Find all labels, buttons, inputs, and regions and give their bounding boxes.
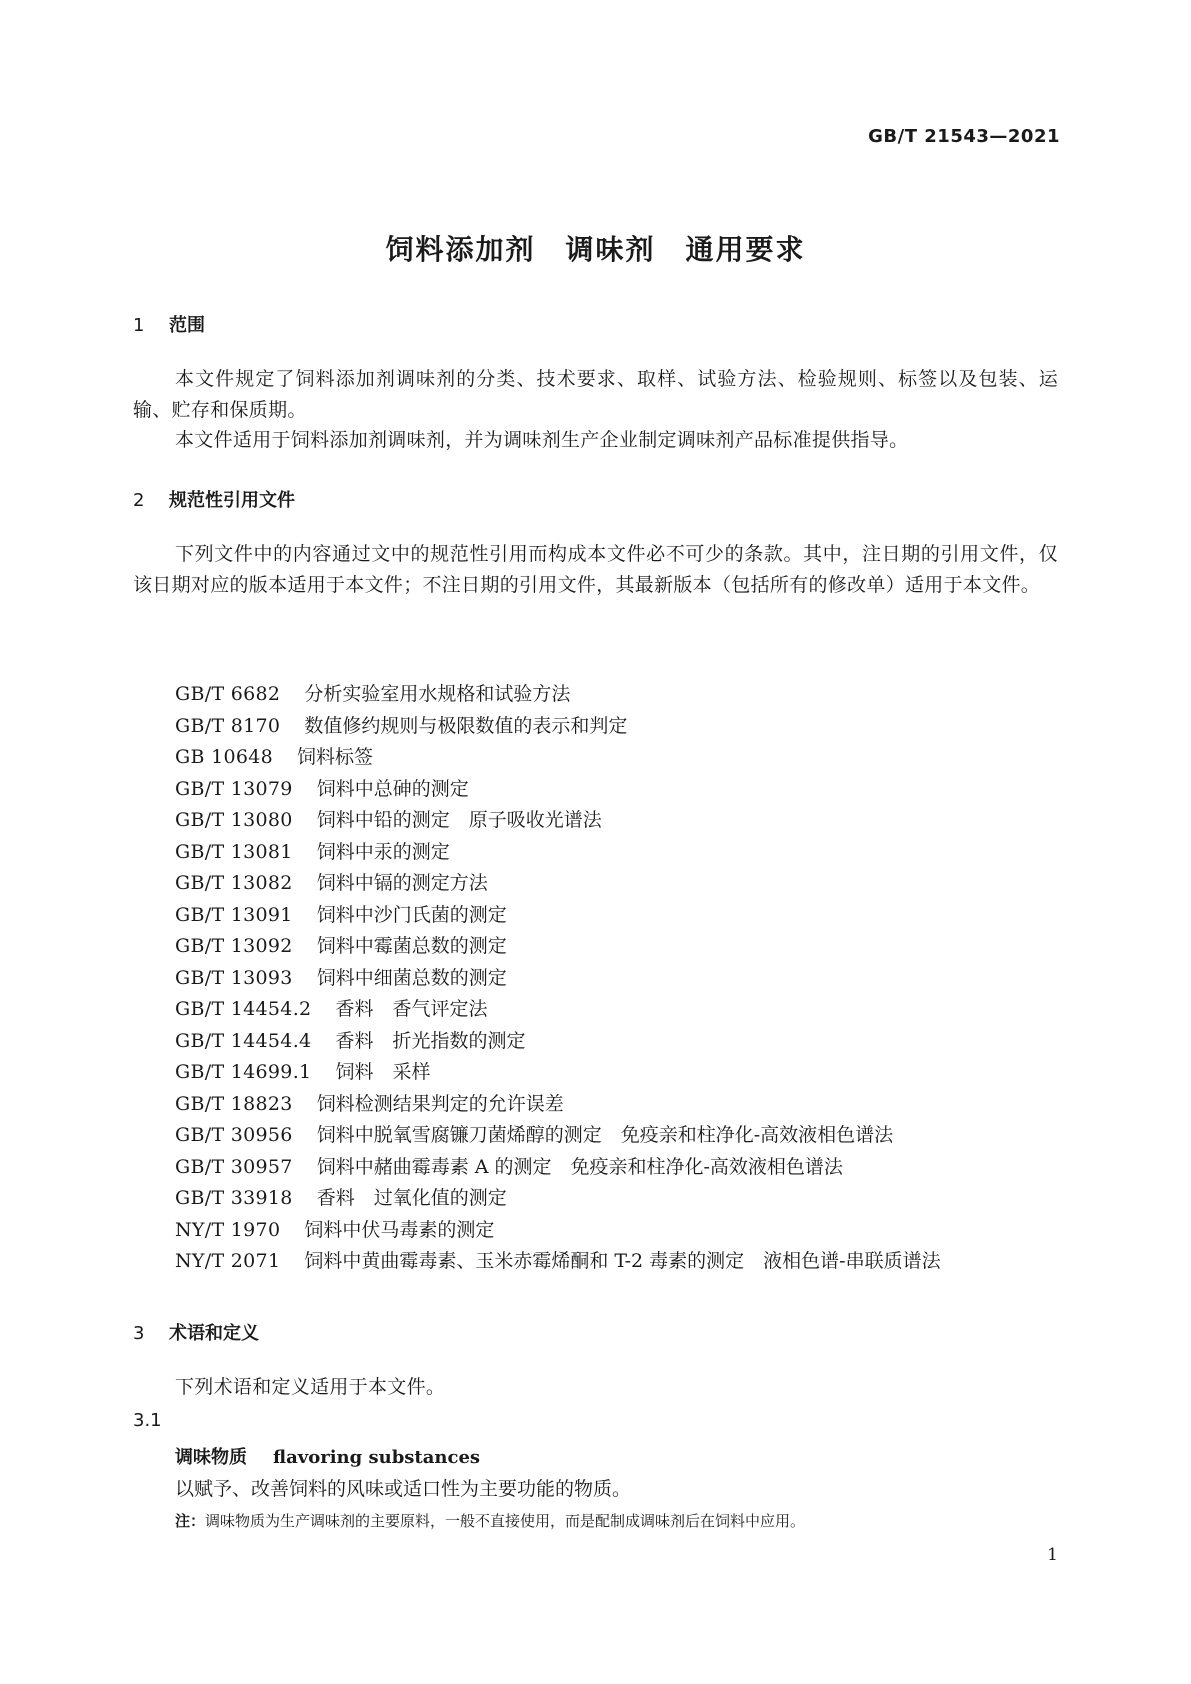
reference-code: GB/T 18823 <box>175 1092 293 1115</box>
reference-item <box>175 1120 941 1152</box>
reference-title: 饲料检测结果判定的允许误差 <box>316 1092 564 1115</box>
reference-code: GB/T 13082 <box>175 872 293 894</box>
reference-code: NY/T 2071 <box>175 1250 281 1272</box>
reference-code: GB/T 14699.1 <box>175 1061 312 1083</box>
subclause-number: 3.1 <box>133 1410 162 1431</box>
reference-title: 饲料中铅的测定 原子吸收光谱法 <box>316 809 602 831</box>
reference-title: 饲料中沙门氏菌的测定 <box>316 903 507 926</box>
reference-title: 分析实验室用水规格和试验方法 <box>304 683 571 705</box>
reference-code: GB/T 33918 <box>175 1187 293 1209</box>
note-text: 调味物质为生产调味剂的主要原料，一般不直接使用，而是配制成调味剂后在饲料中应用。 <box>205 1512 806 1530</box>
reference-item <box>175 679 941 711</box>
reference-code: GB/T 30956 <box>175 1124 293 1146</box>
reference-title: 饲料中总砷的测定 <box>316 777 469 800</box>
section-heading-terms-definitions <box>133 1319 259 1345</box>
reference-item <box>175 931 941 963</box>
document-title: 饲料添加剂 调味剂 通用要求 <box>385 233 806 266</box>
reference-item <box>175 1057 941 1089</box>
reference-title: 饲料中镉的测定方法 <box>316 872 488 894</box>
reference-item <box>175 994 941 1026</box>
reference-title: 饲料中脱氧雪腐镰刀菌烯醇的测定 免疫亲和柱净化-高效液相色谱法 <box>316 1124 894 1146</box>
reference-code: GB/T 13079 <box>175 777 293 800</box>
reference-title: 饲料标签 <box>297 746 374 768</box>
reference-item <box>175 1152 941 1184</box>
reference-title: 数值修约规则与极限数值的表示和判定 <box>304 714 628 737</box>
section-heading-scope <box>133 311 205 337</box>
reference-code: GB/T 14454.4 <box>175 1029 312 1052</box>
reference-item <box>175 1246 941 1278</box>
term-entry <box>175 1443 480 1469</box>
reference-item <box>175 711 941 743</box>
reference-title: 香料 过氧化值的测定 <box>316 1187 507 1209</box>
reference-item <box>175 742 941 774</box>
reference-title: 饲料中汞的测定 <box>316 840 450 863</box>
reference-code: GB/T 14454.2 <box>175 998 312 1020</box>
reference-code: GB/T 8170 <box>175 714 281 737</box>
term-english: flavoring substances <box>273 1447 481 1468</box>
reference-code: GB/T 6682 <box>175 683 281 705</box>
section-title: 术语和定义 <box>169 1323 259 1344</box>
reference-item <box>175 1026 941 1058</box>
reference-item <box>175 900 941 932</box>
term-definition: 以赋予、改善饲料的风味或适口性为主要功能的物质。 <box>175 1478 632 1500</box>
scope-paragraph-1: 本文件规定了饲料添加剂调味剂的分类、技术要求、取样、试验方法、检验规则、标签以及包装、运输、贮存和保质期。 <box>133 368 1058 421</box>
reference-item <box>175 1183 941 1215</box>
reference-title: 饲料中伏马毒素的测定 <box>304 1218 495 1241</box>
reference-title: 饲料中细菌总数的测定 <box>316 966 507 989</box>
section-title: 范围 <box>169 315 205 336</box>
section-number: 3 <box>133 1323 145 1344</box>
page-number: 1 <box>1047 1545 1058 1565</box>
reference-code: GB/T 13092 <box>175 935 293 957</box>
reference-code: GB/T 13080 <box>175 809 293 831</box>
reference-title: 饲料中霉菌总数的测定 <box>316 935 507 957</box>
references-intro-paragraph: 下列文件中的内容通过文中的规范性引用而构成本文件必不可少的条款。其中，注日期的引用文件，仅该日期对应的版本适用于本文件；不注日期的引用文件，其最新版本（包括所有的修改单）适用于本文件。 <box>133 543 1058 596</box>
section-heading-normative-references <box>133 486 295 512</box>
reference-title: 饲料中赭曲霉毒素 A 的测定 免疫亲和柱净化-高效液相色谱法 <box>316 1155 843 1178</box>
section-title: 规范性引用文件 <box>169 490 295 511</box>
scope-paragraph-2: 本文件适用于饲料添加剂调味剂，并为调味剂生产企业制定调味剂产品标准提供指导。 <box>175 429 909 451</box>
reference-item <box>175 837 941 869</box>
reference-title: 饲料中黄曲霉毒素、玉米赤霉烯酮和 T-2 毒素的测定 液相色谱-串联质谱法 <box>304 1250 941 1272</box>
section-number: 1 <box>133 315 145 336</box>
reference-item <box>175 1215 941 1247</box>
reference-item <box>175 868 941 900</box>
reference-item <box>175 1089 941 1121</box>
section-number: 2 <box>133 490 145 511</box>
reference-title: 香料 折光指数的测定 <box>335 1029 526 1052</box>
reference-code: GB 10648 <box>175 746 274 768</box>
reference-list <box>175 679 941 1278</box>
document-code: GB/T 21543—2021 <box>868 126 1060 147</box>
note-label: 注： <box>175 1512 206 1530</box>
reference-item <box>175 805 941 837</box>
reference-item <box>175 774 941 806</box>
reference-item <box>175 963 941 995</box>
reference-code: GB/T 13093 <box>175 966 293 989</box>
reference-title: 香料 香气评定法 <box>335 998 488 1020</box>
reference-code: GB/T 13081 <box>175 840 293 863</box>
reference-title: 饲料 采样 <box>335 1061 431 1083</box>
reference-code: NY/T 1970 <box>175 1218 281 1241</box>
reference-code: GB/T 13091 <box>175 903 293 926</box>
terms-intro-paragraph: 下列术语和定义适用于本文件。 <box>175 1376 446 1398</box>
reference-code: GB/T 30957 <box>175 1155 293 1178</box>
term-note <box>175 1510 805 1531</box>
term-chinese: 调味物质 <box>175 1447 247 1468</box>
